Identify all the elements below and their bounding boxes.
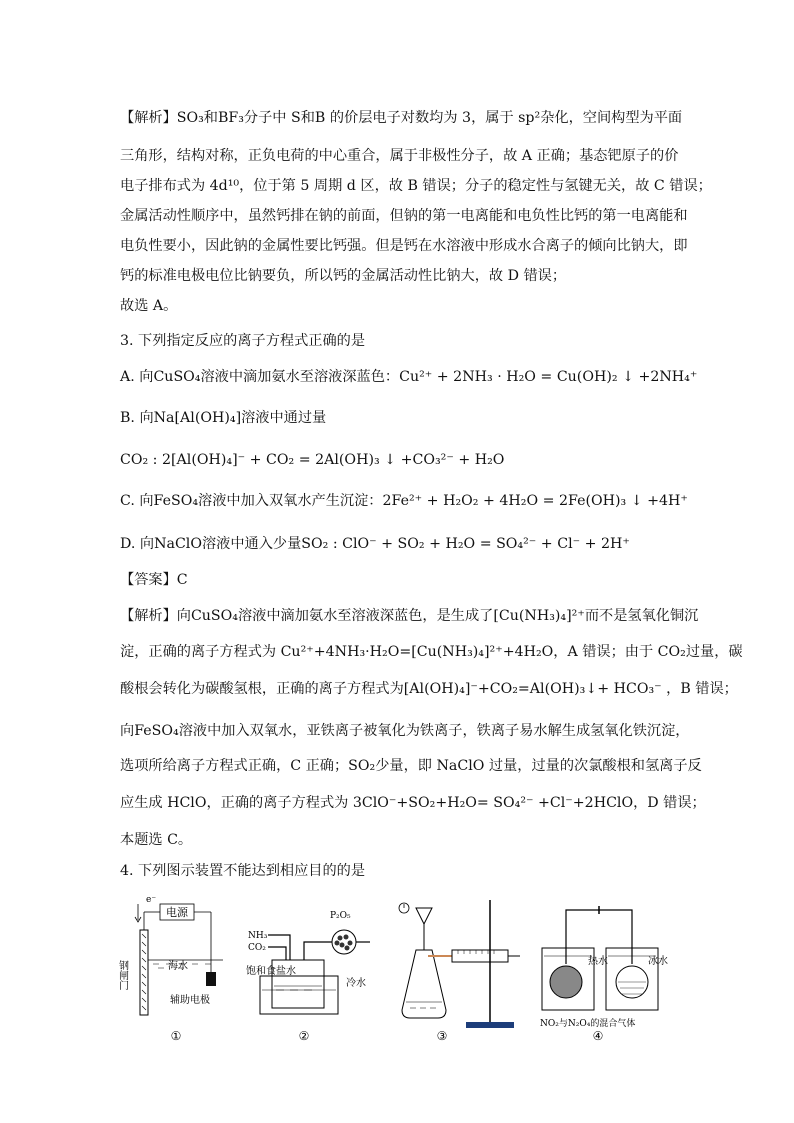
option-b: B. 向Na[Al(OH)₄]溶液中通过量 xyxy=(120,410,327,426)
option-b-equation: CO₂ : 2[Al(OH)₄]⁻ + CO₂ = 2Al(OH)₃ ↓ +CO₃²⁻ + H₂O xyxy=(120,452,505,468)
analysis-line: 【解析】SO₃和BF₃分子中 S和B 的价层电子对数均为 3，属于 sp²杂化，空间构型为平面 xyxy=(120,110,683,126)
co2-label: CO₂ xyxy=(248,943,266,953)
answer: 【答案】C xyxy=(120,572,188,588)
explanation-line: 向FeSO₄溶液中加入双氧水，亚铁离子被氧化为铁离子，铁离子易水解生成氢氧化铁沉淀， xyxy=(120,723,690,739)
dropping-funnel xyxy=(416,908,432,924)
stand-base xyxy=(466,1022,514,1028)
gas-syringe xyxy=(452,950,508,962)
caption-4: ④ xyxy=(592,1029,604,1043)
explanation-line: 淀，正确的离子方程式为 Cu²⁺+4NH₃·H₂O=[Cu(NH₃)₄]²⁺+4H₂O，A 错误；由于 CO₂过量，碳 xyxy=(120,644,743,660)
analysis-line: 三角形，结构对称，正负电荷的中心重合，属于非极性分子，故 A 正确；基态钯原子的价 xyxy=(120,148,679,164)
analysis-line: 钙的标准电极电位比钠要负，所以钙的金属活动性比钠大，故 D 错误； xyxy=(120,268,567,284)
analysis-line: 故选 A。 xyxy=(120,298,178,314)
caption-1: ① xyxy=(170,1029,182,1043)
figure-1-cathodic-protection xyxy=(118,890,238,1050)
analysis-line: 金属活动性顺序中，虽然钙排在钠的前面，但钠的第一电离能和电负性比钙的第一电离能和 xyxy=(120,208,688,224)
cold-water-label: 冷水 xyxy=(346,978,366,989)
gas-label: NO₂与N₂O₄的混合气体 xyxy=(540,1019,636,1029)
option-d: D. 向NaClO溶液中通入少量SO₂ : ClO⁻ + SO₂ + H₂O = SO₄²⁻ + Cl⁻ + 2H⁺ xyxy=(120,536,630,552)
option-c: C. 向FeSO₄溶液中加入双氧水产生沉淀：2Fe²⁺ + H₂O₂ + 4H₂O = 2Fe(OH)₃ ↓ +4H⁺ xyxy=(120,493,688,509)
electrode-label: 辅助电极 xyxy=(170,995,210,1006)
analysis-line: 电子排布式为 4d¹⁰，位于第 5 周期 d 区，故 B 错误；分子的稳定性与氢键无关，故 C 错误； xyxy=(120,178,712,194)
figure-2-brine-apparatus xyxy=(246,890,386,1050)
explanation-line: 应生成 HClO，正确的离子方程式为 3ClO⁻+SO₂+H₂O= SO₄²⁻ +Cl⁻+2HClO，D 错误； xyxy=(120,795,706,811)
brine-label: 饱和食盐水 xyxy=(246,966,296,977)
explanation-line: 【解析】向CuSO₄溶液中滴加氨水至溶液深蓝色，是生成了[Cu(NH₃)₄]²⁺而不是氢氧化铜沉 xyxy=(120,608,699,624)
nh3-label: NH₃ xyxy=(248,931,268,941)
electron-label: e⁻ xyxy=(146,895,157,905)
caption-2: ② xyxy=(298,1029,310,1043)
p2o5-label: P₂O₅ xyxy=(330,911,351,921)
power-label: 电源 xyxy=(166,906,188,919)
figure-4-no2-equilibrium xyxy=(536,890,666,1050)
flask-hot xyxy=(550,966,582,998)
option-a: A. 向CuSO₄溶液中滴加氨水至溶液深蓝色：Cu²⁺ + 2NH₃ · H₂O = Cu(OH)₂ ↓ +2NH₄⁺ xyxy=(120,369,698,385)
explanation-line: 选项所给离子方程式正确，C 正确；SO₂少量，即 NaClO 过量，过量的次氯酸根和氢离子反 xyxy=(120,758,702,774)
explanation-line: 本题选 C。 xyxy=(120,832,193,848)
question-stem: 4. 下列图示装置不能达到相应目的的是 xyxy=(120,863,366,879)
auxiliary-electrode xyxy=(206,972,216,986)
steel-gate xyxy=(140,930,148,1015)
caption-3: ③ xyxy=(436,1029,448,1043)
hot-water-label: 热水 xyxy=(588,956,608,967)
explanation-line: 酸根会转化为碳酸氢根，正确的离子方程式为[Al(OH)₄]⁻+CO₂=Al(OH)₃↓+ HCO₃⁻ ，B 错误； xyxy=(120,681,738,697)
seawater-label: 海水 xyxy=(168,961,188,972)
ice-water-label: 冰水 xyxy=(648,956,668,967)
analysis-line: 电负性要小，因此钠的金属性要比钙强。但是钙在水溶液中形成水合离子的倾向比钠大，即 xyxy=(120,238,688,254)
question-stem: 3. 下列指定反应的离子方程式正确的是 xyxy=(120,333,366,349)
figure-3-gas-syringe xyxy=(388,890,528,1050)
gate-label: 钢闸门 xyxy=(116,960,128,990)
